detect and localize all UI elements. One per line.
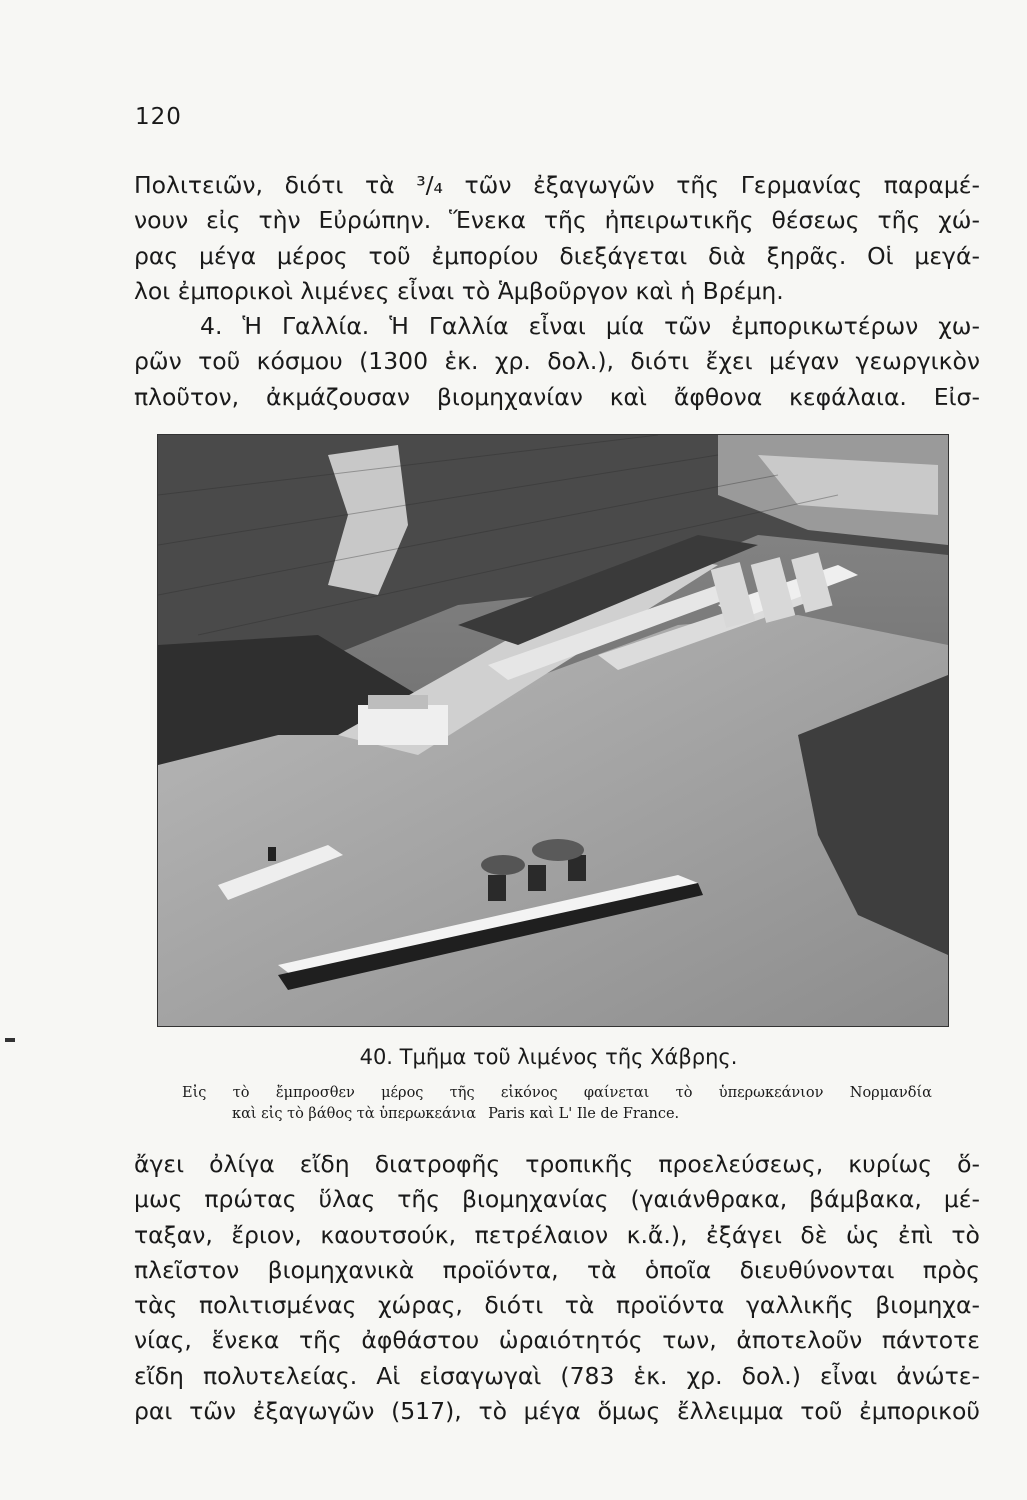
caption-line — [182, 1083, 932, 1104]
word: (γαιάνθρακα, — [630, 1185, 788, 1214]
word: Αἱ — [376, 1361, 401, 1390]
word: (1300 — [359, 347, 429, 376]
word: εἶναι — [528, 312, 586, 341]
word: τὰ — [364, 171, 395, 199]
text-line — [134, 1394, 980, 1429]
word: ρας — [134, 241, 179, 270]
word: μέ- — [943, 1185, 980, 1214]
word: διότι — [630, 347, 690, 376]
word: ἐμπορικοῦ — [859, 1397, 980, 1426]
word: ἔλλειμμα — [676, 1397, 784, 1426]
word: θέσεως — [771, 206, 860, 235]
word: ξηρᾶς. — [766, 241, 847, 270]
word: προϊόντα, — [442, 1255, 559, 1284]
word: τὰς — [134, 1291, 178, 1320]
word: ραι — [134, 1397, 173, 1426]
word: ὑπερωκεάνιον — [718, 1085, 824, 1101]
word: πάντοτε — [881, 1326, 980, 1355]
word: των, — [662, 1326, 717, 1355]
word: εἴδη — [299, 1150, 350, 1178]
word: ἔχει — [705, 347, 753, 376]
text-line — [134, 1253, 980, 1288]
text-line — [134, 1147, 980, 1182]
word: χώρας, — [377, 1291, 463, 1320]
word: φαίνεται — [583, 1085, 650, 1101]
word: ἐξαγωγῶν — [252, 1397, 375, 1426]
word: χώ- — [938, 206, 980, 235]
word: βιομηχανίας — [461, 1185, 609, 1214]
text-line — [134, 1288, 980, 1323]
word: (517), — [391, 1397, 462, 1426]
word: βάμβακα, — [809, 1185, 922, 1214]
word: τῆς — [676, 171, 720, 199]
word: πλεῖστον — [134, 1255, 240, 1284]
word: τὰ — [586, 1255, 617, 1284]
word: διευθύνονται — [739, 1255, 895, 1284]
word: δολ.), — [547, 347, 615, 376]
word: τοῦ — [368, 241, 411, 270]
word: πρὸς — [922, 1255, 980, 1284]
word: κ.ἄ.), — [626, 1220, 688, 1249]
word: εἴδη — [134, 1361, 184, 1390]
word: ἐξάγει — [706, 1220, 782, 1249]
word: κεφάλαια. — [789, 382, 907, 411]
word: τῆς — [449, 1085, 475, 1101]
harbor-photo-drawing — [158, 435, 948, 1026]
word: Νορμανδία — [849, 1085, 932, 1101]
word: προελεύσεως, — [658, 1150, 824, 1178]
word: τῶν — [464, 171, 512, 199]
word: Γαλλία — [428, 312, 509, 341]
word: ἄφθονα — [673, 382, 763, 411]
word: κυρίως — [848, 1150, 933, 1178]
word: κόσμου — [256, 347, 343, 376]
word: ἀφθάστου — [361, 1326, 480, 1355]
page-number: 120 — [135, 104, 182, 130]
word: Οἱ — [867, 241, 894, 270]
word: εἰς — [206, 206, 241, 235]
figure-caption — [182, 1083, 932, 1125]
word: μέρος — [276, 241, 348, 270]
word: Ἕνεκα — [449, 206, 527, 235]
body-text-bottom — [134, 1147, 980, 1429]
caption-line — [182, 1104, 932, 1125]
word: τῶν — [189, 1397, 237, 1426]
word: ἔμπροσθεν — [275, 1085, 355, 1101]
word: τῆς — [397, 1185, 441, 1214]
word: ἐμπορικωτέρων — [731, 312, 919, 341]
figure-title: 40. Τμῆμα τοῦ λιμένος τῆς Χάβρης. — [359, 1045, 738, 1069]
word: βιομηχανικὰ — [267, 1255, 415, 1284]
word: παραμέ- — [883, 171, 980, 199]
word: πετρέλαιον — [474, 1220, 609, 1249]
word: ὀλίγα — [209, 1150, 275, 1178]
word: ἕνεκα — [211, 1326, 280, 1355]
word: ἐξαγωγῶν — [533, 171, 655, 199]
word: Γαλλία. — [281, 312, 370, 341]
word: καὶ — [609, 382, 647, 411]
word: τὸ — [675, 1085, 693, 1101]
word: μως — [134, 1185, 183, 1214]
section-heading-line — [134, 309, 980, 344]
text-line — [134, 1182, 980, 1217]
caption-text: Paris καὶ L' Ile de France. — [488, 1106, 680, 1122]
text-line — [134, 203, 980, 238]
word: χρ. — [494, 347, 531, 376]
word: τῆς — [543, 206, 587, 235]
word: μέγα — [523, 1397, 581, 1426]
text-line — [134, 380, 980, 415]
word: μία — [605, 312, 645, 341]
word: πολιτισμένας — [198, 1291, 357, 1320]
word: μέγαν — [768, 347, 840, 376]
word: βιομηχα- — [875, 1291, 980, 1320]
word: (783 — [560, 1361, 615, 1390]
word: τοῦ — [198, 347, 241, 376]
word: γεωργικὸν — [855, 347, 980, 376]
word: ἀκμάζουσαν — [266, 382, 411, 411]
word: τῆς — [877, 206, 921, 235]
word: Εἰσ- — [933, 382, 980, 411]
word: δολ.) — [741, 1361, 801, 1390]
text-line: λοι ἐμπορικοὶ λιμένες εἶναι τὸ Ἁμβοῦργον καὶ ἡ Βρέμη. — [134, 276, 784, 305]
word: ὡραιότητός — [498, 1326, 643, 1355]
word: δὲ — [800, 1220, 828, 1249]
word: μέγα — [199, 241, 257, 270]
word: διότι — [284, 171, 344, 199]
harbor-photo — [157, 434, 949, 1027]
word: πρώτας — [204, 1185, 297, 1214]
word: Ἡ — [242, 312, 263, 341]
margin-mark — [5, 1038, 15, 1042]
word: πολυτελείας. — [203, 1361, 358, 1390]
word: ἔριον, — [231, 1220, 302, 1249]
word: ὁποῖα — [644, 1255, 712, 1284]
word: ὅ- — [957, 1150, 980, 1178]
word: ἄγει — [134, 1150, 185, 1178]
word: προϊόντα — [615, 1291, 725, 1320]
word: ἀνώτε- — [896, 1361, 980, 1390]
word: ἠπειρωτικῆς — [604, 206, 754, 235]
text-line — [134, 239, 980, 274]
word: τῶν — [664, 312, 712, 341]
word: ἑκ. — [633, 1361, 668, 1390]
word: μεγά- — [914, 241, 980, 270]
word: διότι — [484, 1291, 544, 1320]
word: τὸ — [478, 1397, 507, 1426]
word: εἰκόνος — [500, 1085, 558, 1101]
word: ἐμπορίου — [431, 241, 539, 270]
word: εἶναι — [820, 1361, 878, 1390]
word: μέρος — [381, 1085, 424, 1101]
word: ὡς — [846, 1220, 880, 1249]
word: καουτσούκ, — [320, 1220, 457, 1249]
word: τὸ — [232, 1085, 250, 1101]
word: Πολιτειῶν, — [134, 171, 263, 199]
text-line — [134, 1218, 980, 1253]
word: ρῶν — [134, 347, 182, 376]
word: πλοῦτον, — [134, 382, 240, 411]
word: βιομηχανίαν — [436, 382, 583, 411]
word: ἑκ. — [444, 347, 479, 376]
word: ³/₄ — [416, 171, 443, 199]
word: χω- — [938, 312, 980, 341]
word: ταξαν, — [134, 1220, 213, 1249]
text-line — [134, 1359, 980, 1394]
word: Γερμανίας — [740, 171, 863, 199]
word: τοῦ — [800, 1397, 843, 1426]
word: γαλλικῆς — [746, 1291, 854, 1320]
word: ὕλας — [318, 1185, 376, 1214]
word: διὰ — [707, 241, 746, 270]
word: τὰ — [564, 1291, 595, 1320]
word: 4. — [200, 312, 223, 341]
word: Εὐρώπην. — [318, 206, 432, 235]
caption-text: καὶ εἰς τὸ βάθος τὰ ὑπερωκεάνια — [232, 1106, 477, 1122]
text-line — [134, 168, 980, 203]
word: Ἡ — [389, 312, 409, 341]
word: τροπικῆς — [525, 1150, 634, 1178]
word: Εἰς — [182, 1085, 207, 1101]
word: διεξάγεται — [559, 241, 688, 270]
text-line — [134, 344, 980, 379]
word: νουν — [134, 206, 189, 235]
word: τὸ — [951, 1220, 980, 1249]
word: τὴν — [258, 206, 301, 235]
text-line — [134, 1323, 980, 1358]
word: νίας, — [134, 1326, 192, 1355]
body-text-top — [134, 168, 980, 415]
word: ἀποτελοῦν — [736, 1326, 863, 1355]
word: διατροφῆς — [374, 1150, 501, 1178]
word: τῆς — [298, 1326, 342, 1355]
word: ἐπὶ — [898, 1220, 933, 1249]
word: χρ. — [686, 1361, 723, 1390]
word: ὅμως — [597, 1397, 661, 1426]
word: εἰσαγωγαὶ — [419, 1361, 542, 1390]
